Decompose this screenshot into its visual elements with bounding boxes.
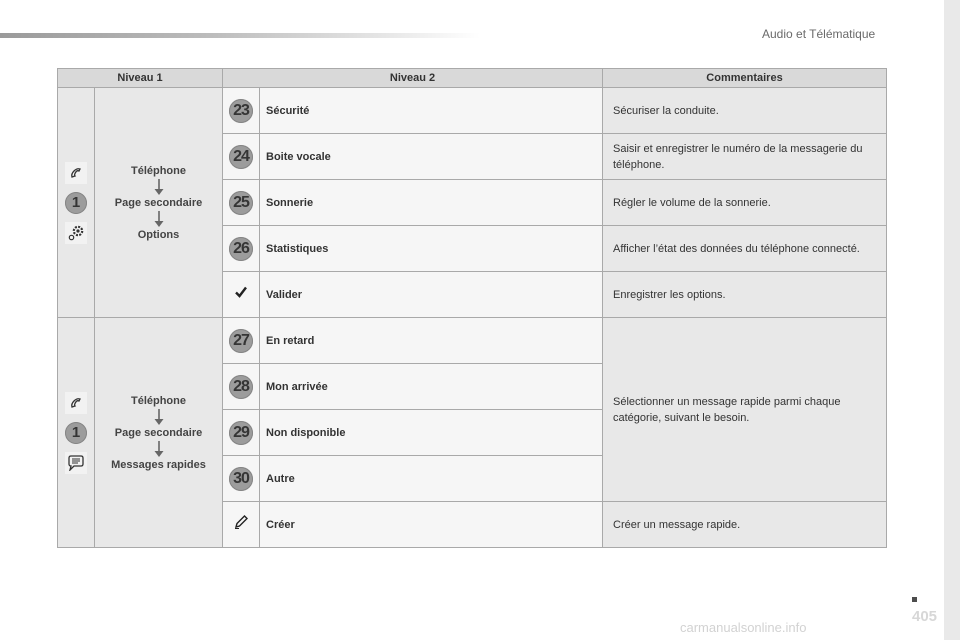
gear-icon bbox=[65, 222, 87, 244]
group1-level1-cell bbox=[95, 88, 223, 318]
level1-step: Messages rapides bbox=[111, 458, 206, 471]
group1-icon-cell bbox=[58, 88, 95, 318]
table-row bbox=[58, 318, 887, 364]
level1-step: Page secondaire bbox=[114, 426, 203, 439]
option-number-badge: 28 bbox=[229, 375, 253, 399]
level-number-badge: 1 bbox=[65, 422, 87, 444]
option-label: Mon arrivée bbox=[260, 364, 603, 410]
option-comment: Enregistrer les options. bbox=[603, 272, 887, 318]
option-label: Sécurité bbox=[260, 88, 603, 134]
table-header-row bbox=[58, 69, 887, 88]
phone-icon bbox=[65, 392, 87, 414]
option-number-badge: 30 bbox=[229, 467, 253, 491]
option-comment-shared: Sélectionner un message rapide parmi chaque catégorie, suivant le besoin. bbox=[603, 318, 887, 502]
page-marker-dot bbox=[912, 597, 917, 602]
page-header-title: Audio et Télématique bbox=[762, 27, 876, 41]
level-number-badge: 1 bbox=[65, 192, 87, 214]
message-icon bbox=[65, 452, 87, 474]
level1-step: Téléphone bbox=[130, 164, 186, 177]
option-number-badge: 23 bbox=[229, 99, 253, 123]
arrow-down-icon bbox=[153, 408, 165, 426]
arrow-down-icon bbox=[153, 440, 165, 458]
option-label: Statistiques bbox=[260, 226, 603, 272]
arrow-down-icon bbox=[153, 210, 165, 228]
group2-level1-cell bbox=[95, 318, 223, 548]
option-label: Non disponible bbox=[260, 410, 603, 456]
group2-icon-cell bbox=[58, 318, 95, 548]
header-niveau-1: Niveau 1 bbox=[58, 69, 223, 88]
watermark-text: carmanualsonline.info bbox=[680, 620, 807, 635]
option-label: Autre bbox=[260, 456, 603, 502]
header-gradient-bar bbox=[0, 33, 480, 38]
header-commentaires: Commentaires bbox=[603, 69, 887, 88]
checkmark-icon bbox=[234, 285, 248, 299]
level1-step: Téléphone bbox=[130, 394, 186, 407]
option-label: Valider bbox=[260, 272, 603, 318]
option-label: En retard bbox=[260, 318, 603, 364]
option-comment: Régler le volume de la sonnerie. bbox=[603, 180, 887, 226]
menu-table bbox=[57, 68, 887, 548]
option-number-badge: 29 bbox=[229, 421, 253, 445]
level1-step: Page secondaire bbox=[114, 196, 203, 209]
page-number: 405 bbox=[912, 608, 938, 625]
option-label: Boite vocale bbox=[260, 134, 603, 180]
option-comment: Afficher l’état des données du téléphone connecté. bbox=[603, 226, 887, 272]
option-number-badge: 26 bbox=[229, 237, 253, 261]
option-label: Créer bbox=[260, 502, 603, 548]
page-side-bar bbox=[944, 0, 960, 640]
option-number-badge: 25 bbox=[229, 191, 253, 215]
header-niveau-2: Niveau 2 bbox=[223, 69, 603, 88]
phone-icon bbox=[65, 162, 87, 184]
table-row bbox=[58, 88, 887, 134]
option-comment: Créer un message rapide. bbox=[603, 502, 887, 548]
option-label: Sonnerie bbox=[260, 180, 603, 226]
level1-step: Options bbox=[137, 228, 180, 241]
pencil-icon bbox=[233, 514, 249, 530]
arrow-down-icon bbox=[153, 178, 165, 196]
option-comment: Saisir et enregistrer le numéro de la messagerie du téléphone. bbox=[603, 134, 887, 180]
option-comment: Sécuriser la conduite. bbox=[603, 88, 887, 134]
option-number-badge: 27 bbox=[229, 329, 253, 353]
option-number-badge: 24 bbox=[229, 145, 253, 169]
